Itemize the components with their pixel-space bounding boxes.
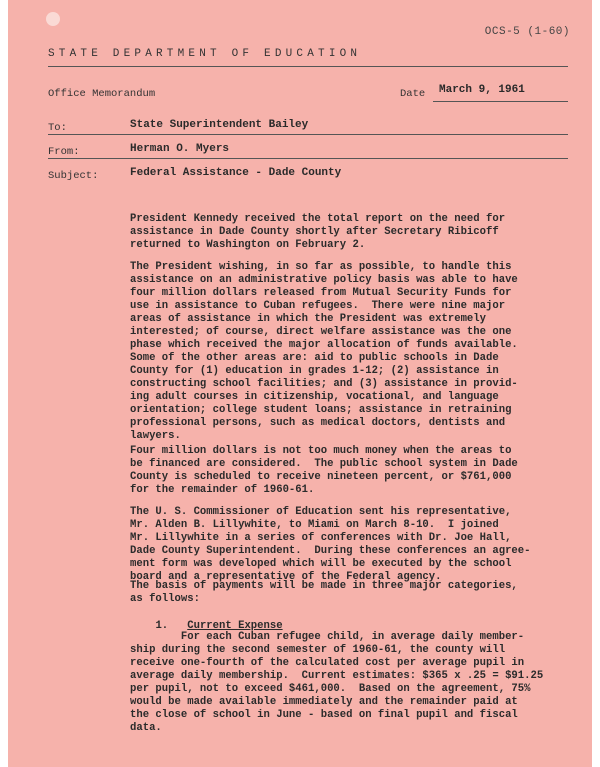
heading-divider <box>48 66 568 67</box>
to-underline <box>48 134 568 135</box>
from-underline <box>48 158 568 159</box>
paragraph-2: The President wishing, in so far as possible, to handle this assistance on an administrative policy basis was able to have four million dollars released from Mutual Security Funds for use in assistance to Cuban refugees. There were nine major areas of assistance in which the President was extremely interested; of course, direct welfare assistance was the one phase which received the major allocation of funds available. Some of the other areas are: aid to public schools in Dade County for (1) education in grades 1-12; (2) assistance in constructing school facilities; and (3) assistance in provid- ing adult courses in citizenship, vocational, and language orientation; college student loans; assistance in retraining professional persons, such as medical doctors, dentists and lawyers. <box>130 261 518 442</box>
from-label: From: <box>48 146 80 158</box>
department-heading: STATE DEPARTMENT OF EDUCATION <box>48 48 362 60</box>
paragraph-5: The basis of payments will be made in three major categories, as follows: <box>130 580 518 605</box>
subject-value: Federal Assistance - Dade County <box>130 167 342 179</box>
paragraph-1: President Kennedy received the total report on the need for assistance in Dade County shortly after Secretary Ribicoff returned to Washington on February 2. <box>130 213 506 251</box>
section-number: 1. <box>155 620 169 632</box>
memo-page <box>8 0 592 767</box>
paragraph-3: Four million dollars is not too much money when the areas to be financed are considered. The public school system in Dade County is scheduled to receive nineteen percent, or $761,000 for the remainder of 1960-61. <box>130 445 518 496</box>
section-title: Current Expense <box>187 620 283 632</box>
to-label: To: <box>48 122 67 134</box>
date-underline <box>433 101 568 102</box>
form-id: OCS-5 (1-60) <box>484 26 570 38</box>
date-label: Date <box>400 88 426 100</box>
to-value: State Superintendent Bailey <box>130 119 309 131</box>
date-value <box>433 84 565 96</box>
subject-label: Subject: <box>48 170 99 182</box>
date-text: March 9, 1961 <box>439 84 525 96</box>
from-value: Herman O. Myers <box>130 143 230 155</box>
memo-type: Office Memorandum <box>48 88 156 100</box>
paragraph-4: The U. S. Commissioner of Education sent his representative, Mr. Alden B. Lillywhite, to Miami on March 8-10. I joined Mr. Lillywhite in a series of conferences with Dr. Joe Hall, Dade County Superintendent. During these conferences an agree- ment form was developed which will be executed by the school board and a representative of the Federal agency. <box>130 506 531 583</box>
paragraph-6: For each Cuban refugee child, in average daily member- ship during the second semester of 1960-61, the county will receive one-fourth of the calculated cost per average pupil in average daily membership. Current estimates: $365 x .25 = $91.25 per pupil, not to exceed $461,000. Based on the agreement, 75% would be made available immediately and the remainder paid at the close of school in June - based on final pupil and fiscal data. <box>130 631 544 734</box>
punch-hole <box>46 12 60 26</box>
